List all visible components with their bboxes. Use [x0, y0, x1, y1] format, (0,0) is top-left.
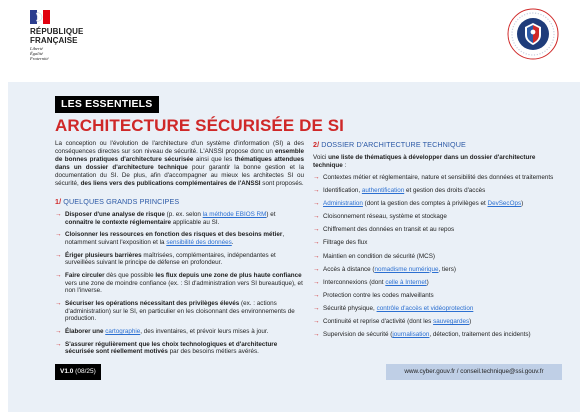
marianne-logo-icon: [30, 10, 50, 24]
dossier-intro: Voici une liste de thématiques à développer dans un dossier d'architecture technique :: [313, 154, 536, 169]
list-item: → Disposer d'une analyse de risque (p. ex. selon la méthode EBIOS RM) et connaître le contexte réglementaire applicable au SI.: [55, 211, 276, 226]
arrow-right-icon: →: [313, 318, 320, 326]
link-nomadisme-numerique[interactable]: nomadisme numérique: [374, 265, 439, 273]
link-administration[interactable]: Administration: [323, 200, 363, 208]
republique-francaise-wordmark: RÉPUBLIQUE FRANÇAISE: [30, 27, 84, 45]
section-heading-principles: 1/ QUELQUES GRANDS PRINCIPES: [55, 197, 180, 206]
list-item: → Maintien en condition de sécurité (MCS): [313, 252, 435, 260]
list-item: → Faire circuler dès que possible les flux depuis une zone de plus haute confiance vers une zone de moindre confiance (ex. : SI d'administration vers SI bureautique), et non l'inverse.: [55, 272, 303, 295]
list-item: → Chiffrement des données en transit et au repos: [313, 226, 455, 234]
link-ebios-rm[interactable]: la méthode EBIOS RM: [202, 211, 267, 218]
list-item: → Sécuriser les opérations nécessitant des privilèges élevés (ex. : actions d'administration) sur le SI, en particulier en les cloisonnant des environnements de production.: [55, 300, 295, 323]
list-item: → Cloisonner les ressources en fonction des risques et des besoins métier, notamment suivant l'exposition et la sensibilité des données.: [55, 231, 285, 246]
page-title: ARCHITECTURE SÉCURISÉE DE SI: [55, 116, 345, 135]
version-badge: V1.0 (08/25): [55, 364, 101, 380]
page-header: [0, 0, 588, 82]
arrow-right-icon: →: [313, 291, 320, 299]
link-cartographie[interactable]: cartographie: [105, 328, 141, 336]
list-item: → Interconnexions (dont celle à Internet): [313, 278, 429, 286]
list-item: → Élaborer une cartographie, des inventaires, et prévoir leurs mises à jour.: [55, 328, 269, 336]
list-item: → Accès à distance (nomadisme numérique, tiers): [313, 265, 457, 273]
arrow-right-icon: →: [55, 328, 62, 336]
list-item: → S'assurer régulièrement que les choix technologiques et d'architecture sécurisée sont réellement motivés par des besoins métiers avérés.: [55, 340, 278, 356]
arrow-right-icon: →: [313, 304, 320, 312]
arrow-right-icon: →: [55, 272, 62, 280]
arrow-right-icon: →: [313, 174, 320, 181]
arrow-right-icon: →: [55, 211, 62, 218]
list-item: → Identification, authentification et gestion des droits d'accès: [313, 187, 486, 195]
list-item: → Filtrage des flux: [313, 239, 368, 247]
arrow-right-icon: →: [313, 331, 320, 339]
list-item: → Sécurité physique, contrôle d'accès et vidéoprotection: [313, 304, 474, 312]
anssi-seal-icon: [507, 8, 559, 60]
list-item: → Contextes métier et réglementaire, nature et sensibilité des données et traitements: [313, 174, 554, 181]
link-sauvegardes[interactable]: sauvegardes: [433, 318, 470, 326]
arrow-right-icon: →: [313, 213, 320, 221]
list-item: → Ériger plusieurs barrières maîtrisées, complémentaires, indépendantes et surveillées suivant le principe de défense en profondeur.: [55, 251, 276, 267]
arrow-right-icon: →: [313, 200, 320, 208]
link-devsecops[interactable]: DevSecOps: [487, 200, 522, 208]
list-item: → Protection contre les codes malveillants: [313, 291, 434, 299]
list-item: → Supervision de sécurité (journalisation, détection, traitement des incidents): [313, 331, 531, 339]
arrow-right-icon: →: [55, 300, 62, 308]
arrow-right-icon: →: [313, 252, 320, 260]
list-item: → Cloisonnement réseau, système et stockage: [313, 213, 447, 221]
right-column: [313, 140, 563, 344]
arrow-right-icon: →: [55, 231, 62, 239]
arrow-right-icon: →: [313, 226, 320, 234]
arrow-right-icon: →: [55, 251, 62, 259]
principles-list: [55, 211, 304, 356]
list-item: → Administration (dont la gestion des comptes à privilèges et DevSecOps): [313, 200, 524, 208]
themes-list: [313, 174, 563, 339]
arrow-right-icon: →: [313, 265, 320, 273]
arrow-right-icon: →: [313, 278, 320, 286]
arrow-right-icon: →: [313, 239, 320, 247]
link-authentification[interactable]: authentification: [361, 187, 405, 195]
section-heading-dossier: 2/ DOSSIER D'ARCHITECTURE TECHNIQUE: [313, 140, 466, 149]
contact-bar[interactable]: www.cyber.gouv.fr / conseil.technique@ssi.gouv.fr: [386, 364, 562, 380]
list-item: → Continuité et reprise d'activité (dont les sauvegardes): [313, 318, 472, 326]
arrow-right-icon: →: [313, 187, 320, 195]
link-internet[interactable]: celle à Internet: [385, 278, 427, 286]
intro-paragraph: La conception ou l'évolution de l'architecture d'un système d'information (SI) a des conséquences directes sur son niveau de sécurité. L'ANSSI propose donc un ensemble de bonnes pratiques d'architecture sécurisée ainsi que les thématiques attendues dans un dossier d'architecture technique pour garantir la bonne gestion et la documentation du SI. De plus, afin d'accompagner au mieux les architectes SI ou sécurité, des liens vers des publications complémentaires de l'ANSSI sont proposés.: [55, 140, 304, 187]
link-controle-acces[interactable]: contrôle d'accès et vidéoprotection: [376, 304, 474, 312]
arrow-right-icon: →: [55, 340, 62, 348]
link-sensibilite-donnees[interactable]: sensibilité des données: [166, 238, 232, 246]
republic-motto: Liberté Égalité Fraternité: [30, 46, 49, 62]
link-journalisation[interactable]: journalisation: [392, 331, 430, 339]
category-tag: LES ESSENTIELS: [55, 96, 159, 113]
left-column: [55, 140, 304, 361]
